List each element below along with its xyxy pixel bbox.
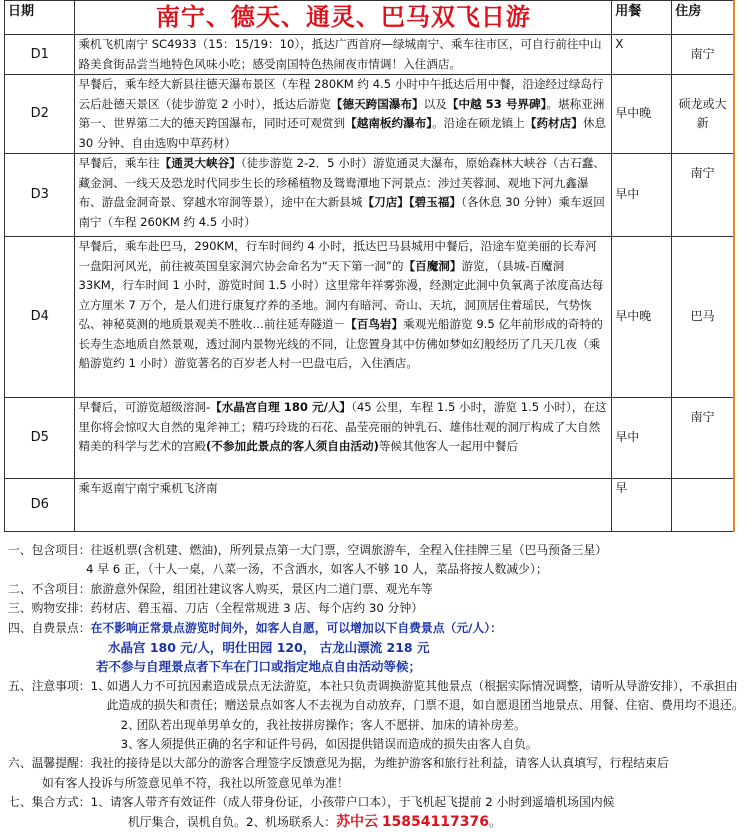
attention-item [91,716,748,735]
document-title: 南宁、德天、通灵、巴马双飞日游 [155,2,531,31]
highlight-text: 【百魔洞】 [403,258,462,273]
table-row [5,398,735,479]
contact-phone: 15854117376 [381,813,489,830]
reminder-section [8,754,748,793]
highlight-text: 【德天跨国瀑布】 [330,96,424,111]
optional-line-3: 若不参与自理景点者下车在门口或指定地点自由活动等候； [96,659,422,675]
attention-item-text: 客人须提供正确的名字和证件号码，如因提供错误而造成的损失由客人自负。 [136,737,538,752]
highlight-text: 【水晶宫自理 180 元/人】 [210,400,352,414]
table-row [5,75,735,154]
accommodation [672,479,734,532]
shopping-label: 三、购物安排： [8,601,91,616]
day-description [75,237,612,398]
day-number: D3 [5,154,75,237]
meal-info: 早中 [612,154,672,237]
day-description [75,398,612,479]
gathering-line-2 [8,813,748,832]
day-description: 乘车返南宁南宁乘机飞济南 [75,479,612,532]
includes-line-1: 往返机票(含机建、燃油)，所列景点第一大门票，空调旅游车，全程入住挂牌三星（巴马预备三星） [90,543,608,557]
description-text: 早餐后，可游览超级溶洞- [78,400,211,414]
attention-item-number: 1、 [90,678,110,693]
optional-line-1: 在不影响正常景点游览时间外，如客人自愿，可以增加以下自费景点（元/人）： [90,620,502,635]
attention-item-text: 如遇人力不可抗因素造成景点无法游览，本社只负责调换游览其他景点（根据实际情况调整，请听从导游安排），不承担由此造成的损失和责任；赠送景点如客人不去视为自动放弃，门票不退，如自愿退团当地景点、用餐、住宿、费用均不退还。 [106,678,744,713]
accommodation: 巴马 [672,237,734,398]
attention-item-number: 2、 [120,717,140,732]
attention-label: 五、注意事项： [8,678,91,693]
includes-label: 一、包含项目： [8,543,91,557]
shopping-section [8,599,748,618]
highlight-text: 【药材店】 [524,116,583,130]
table-header-row [5,1,735,35]
gathering-line-2-text: 机厅集合，误机自负。2、机场联系人： [128,814,337,829]
highlight-text: 【中越 53 号界碑】 [446,96,547,111]
attention-item [91,735,748,754]
description-text: （各休息 30 分钟）乘车返回南宁（车程 260KM 约 4.5 小时） [78,195,605,229]
gathering-line-2-end: 。 [488,814,501,829]
description-text: （徒步游览 2-2．5 小时）游览通灵大瀑布，原始森林大峡谷（古石蠢、藏金洞、一线天及恐龙时代同步生长的珍稀植物及鸳鸯潭地下河景点：涉过芙蓉洞、观地下河九鑫瀑布、游盘金洞奇景、穿越水帘洞等景），途中在大新县城 [78,156,605,209]
meal-info: 早中 [612,398,672,479]
optional-line-2: 水晶宫 180 元/人，明仕田园 120， 古龙山漂流 218 元 [108,640,430,656]
gathering-section [8,793,748,832]
description-text: （45 公里，车程 1.5 小时，游览 1.5 小时），在这里你将会惊叹大自然的鬼斧神工；精巧玲珑的石花、晶莹亮丽的钟乳石、雄伟壮观的洞厅构成了大自然精美的科学与艺术的宫殿 [78,400,607,453]
attention-item [91,677,748,716]
accommodation: 南宁 [672,35,734,75]
accommodation: 硕龙或大新 [672,75,734,154]
description-text: 。堪称亚洲第一、世界第二大的德天跨国瀑布，同时还可观赏到 [78,96,605,130]
description-text: 等候其他客人一起用中餐后 [378,439,519,453]
meal-info: X [612,35,672,75]
reminder-label: 六、温馨提醒： [8,756,91,771]
stay-column-header: 住房 [672,1,734,35]
gathering-label: 七、集合方式： [8,795,91,810]
itinerary-table [4,0,735,532]
table-row [5,154,735,237]
meal-info: 早中晚 [612,75,672,154]
excludes-label: 二、不含项目： [8,581,91,596]
gathering-line-1: 1、请客人带齐有效证件（成人带身份证，小孩带户口本），于飞机起飞提前 2 小时到遥墙机场国内候 [90,795,615,810]
day-description: 乘机飞机南宁 SC4933（15：15/19：10），抵达广西首府—绿城南宁、乘车往市区，可自行前往中山路美食街品尝当地特色风味小吃；感受南国特色热闹夜市情调！入住酒店。 [75,35,612,75]
description-text: 乘观光船游览 9.5 亿年前形成的奇特的长寿生态地质自然景观，透过洞内景物光线的不同，让您置身其中仿佛如梦如幻般经历了几天几夜（乘船游览约 1 小时）游览著名的百岁老人村一巴盘屯后，入住酒店。 [78,317,603,370]
meal-column-header: 用餐 [612,1,672,35]
day-number: D6 [5,479,75,532]
description-text: 。沿途在硕龙镇上 [432,116,525,130]
excludes-section [8,580,748,599]
day-number: D2 [5,75,75,154]
day-number: D4 [5,237,75,398]
table-row [5,35,735,75]
day-description [75,154,612,237]
highlight-text: 【刀店】【碧玉福】 [362,195,462,209]
reminder-line-2: 如有客人投诉与所签意见单不符，我社以所签意见单为准！ [42,775,349,790]
terms-notes [8,541,748,832]
day-description [75,75,612,154]
accommodation: 南宁 [672,154,734,237]
description-text: 早餐后，乘车赴巴马，290KM，行车时间约 4 小时，抵达巴马县城用中餐后，沿途车览美丽的长寿河一盘阳河风光，前往被英国皇家洞穴协会命名为“天下第一洞”的 [78,239,597,273]
meal-info: 早中晚 [612,237,672,398]
meal-info: 早 [612,479,672,532]
attention-item-text: 团队若出现单男单女的，我社按拼房操作；客人不愿拼、加床的请补房差。 [136,717,526,732]
description-text: 早餐后，乘车往 [78,156,160,170]
highlight-text: 【越南板约瀑布】 [345,116,433,130]
day-number: D5 [5,398,75,479]
optional-label: 四、自费景点： [8,620,91,635]
highlight-text: 【百鸟岩】 [345,317,404,331]
day-number: D1 [5,35,75,75]
optional-section [8,619,748,677]
includes-section [8,541,748,580]
includes-line-2: 4 早 6 正，（十人一桌，八菜一汤，不含酒水，如客人不够 10 人，菜品将按人数减少）； [86,562,548,577]
table-row [5,479,735,532]
excludes-text: 旅游意外保险，组团社建议客人购买，景区内二道门票、观光车等 [90,581,433,596]
shopping-text: 药材店、碧玉福、刀店（全程常规进 3 店、每个店约 30 分钟） [90,601,424,616]
attention-section [8,677,748,755]
description-text: 以及 [423,96,447,111]
description-text: 休息 30 分钟、自由选购中草药材） [78,116,607,150]
description-text: 早餐后，乘车经大新县往德天瀑布景区（车程 280KM 约 4.5 小时中午抵达后用中餐，沿途经过绿岛行云后赴德天景区（徒步游览 2 小时），抵达后游览 [78,77,604,111]
accommodation: 南宁 [672,398,734,479]
table-row [5,237,735,398]
attention-item-number: 3、 [120,737,140,752]
reminder-line-1: 我社的接待是以大部分的游客合理签字反馈意见为据，为维护游客和旅行社利益，请客人认真填写，行程结束后 [90,756,669,771]
highlight-text: (不参加此景点的客人须自由活动) [206,439,379,453]
highlight-text: 【通灵大峡谷】 [159,156,241,170]
day-column-header: 日期 [5,1,75,35]
description-text: 游览，（县城-百魔洞 33KM，行车时间 1 小时，游览时间 1.5 小时）这里常年祥雾弥漫，经测定此洞中负氧离子浓度高达每立方厘米 7 万个，是人们进行康复疗养的圣地。洞内有暗河、奇山、天坑，洞顶居住着瑶民，气势恢弘、神秘莫测的地质景观美不胜收…前往延寿隧道－ [78,258,604,331]
contact-name: 苏中云 [336,813,379,830]
